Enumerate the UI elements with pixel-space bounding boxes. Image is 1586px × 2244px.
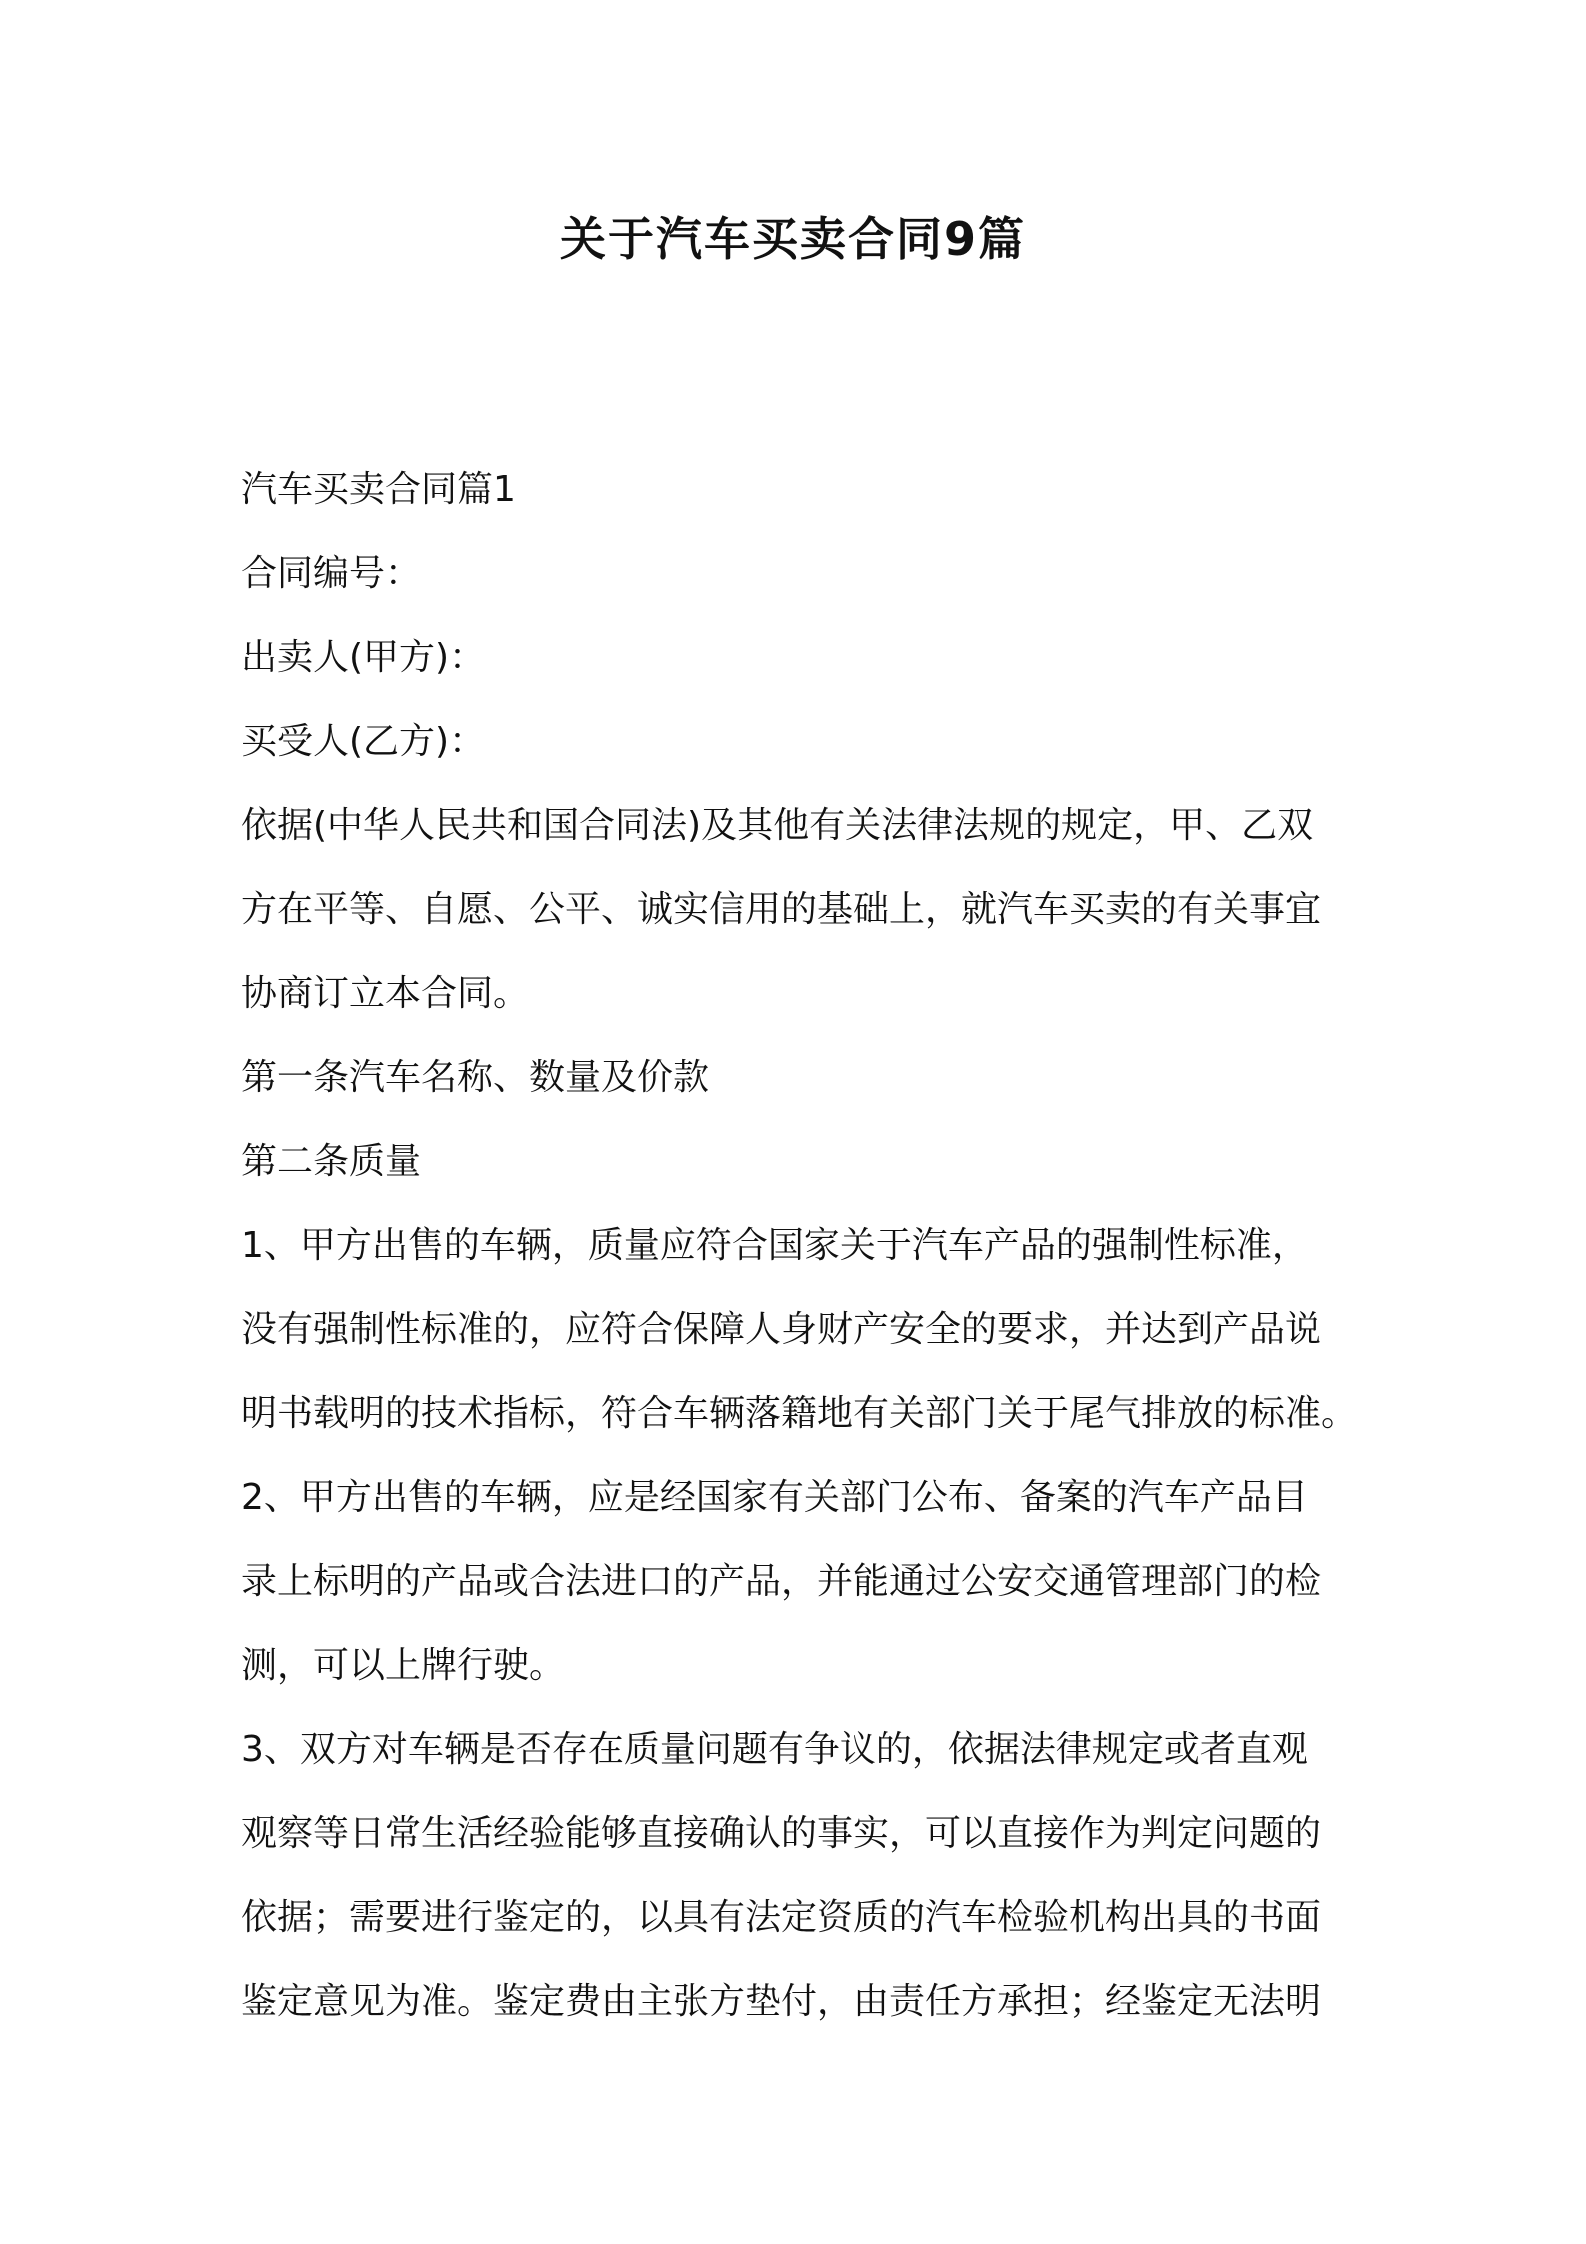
paragraph-line: 3、双方对车辆是否存在质量问题有争议的，依据法律规定或者直观 [241,1729,1308,1770]
paragraph-line: 观察等日常生活经验能够直接确认的事实，可以直接作为判定问题的 [241,1813,1322,1854]
article-heading: 第二条质量 [241,1141,422,1182]
paragraph-line: 明书载明的技术指标，符合车辆落籍地有关部门关于尾气排放的标准。 [241,1393,1358,1434]
paragraph-line: 依据；需要进行鉴定的，以具有法定资质的汽车检验机构出具的书面 [241,1897,1322,1938]
paragraph-line: 没有强制性标准的，应符合保障人身财产安全的要求，并达到产品说 [241,1309,1322,1350]
paragraph-line: 录上标明的产品或合法进口的产品，并能通过公安交通管理部门的检 [241,1561,1322,1602]
paragraph-line: 方在平等、自愿、公平、诚实信用的基础上，就汽车买卖的有关事宜 [241,889,1322,930]
paragraph-line: 鉴定意见为准。鉴定费由主张方垫付，由责任方承担；经鉴定无法明 [241,1981,1322,2022]
contract-number-label: 合同编号： [241,553,422,594]
paragraph-line: 依据(中华人民共和国合同法)及其他有关法律法规的规定，甲、乙双 [241,805,1314,846]
seller-label: 出卖人(甲方)： [241,637,486,678]
article-heading: 第一条汽车名称、数量及价款 [241,1057,710,1098]
buyer-label: 买受人(乙方)： [241,721,486,762]
section-heading: 汽车买卖合同篇1 [241,469,516,510]
paragraph-line: 测，可以上牌行驶。 [241,1645,566,1686]
document-body [241,448,1361,2044]
paragraph-line: 2、甲方出售的车辆，应是经国家有关部门公布、备案的汽车产品目 [241,1477,1308,1518]
document-title: 关于汽车买卖合同9篇 [559,212,1026,266]
paragraph-line: 协商订立本合同。 [241,973,530,1014]
paragraph-line: 1、甲方出售的车辆，质量应符合国家关于汽车产品的强制性标准， [241,1225,1308,1266]
